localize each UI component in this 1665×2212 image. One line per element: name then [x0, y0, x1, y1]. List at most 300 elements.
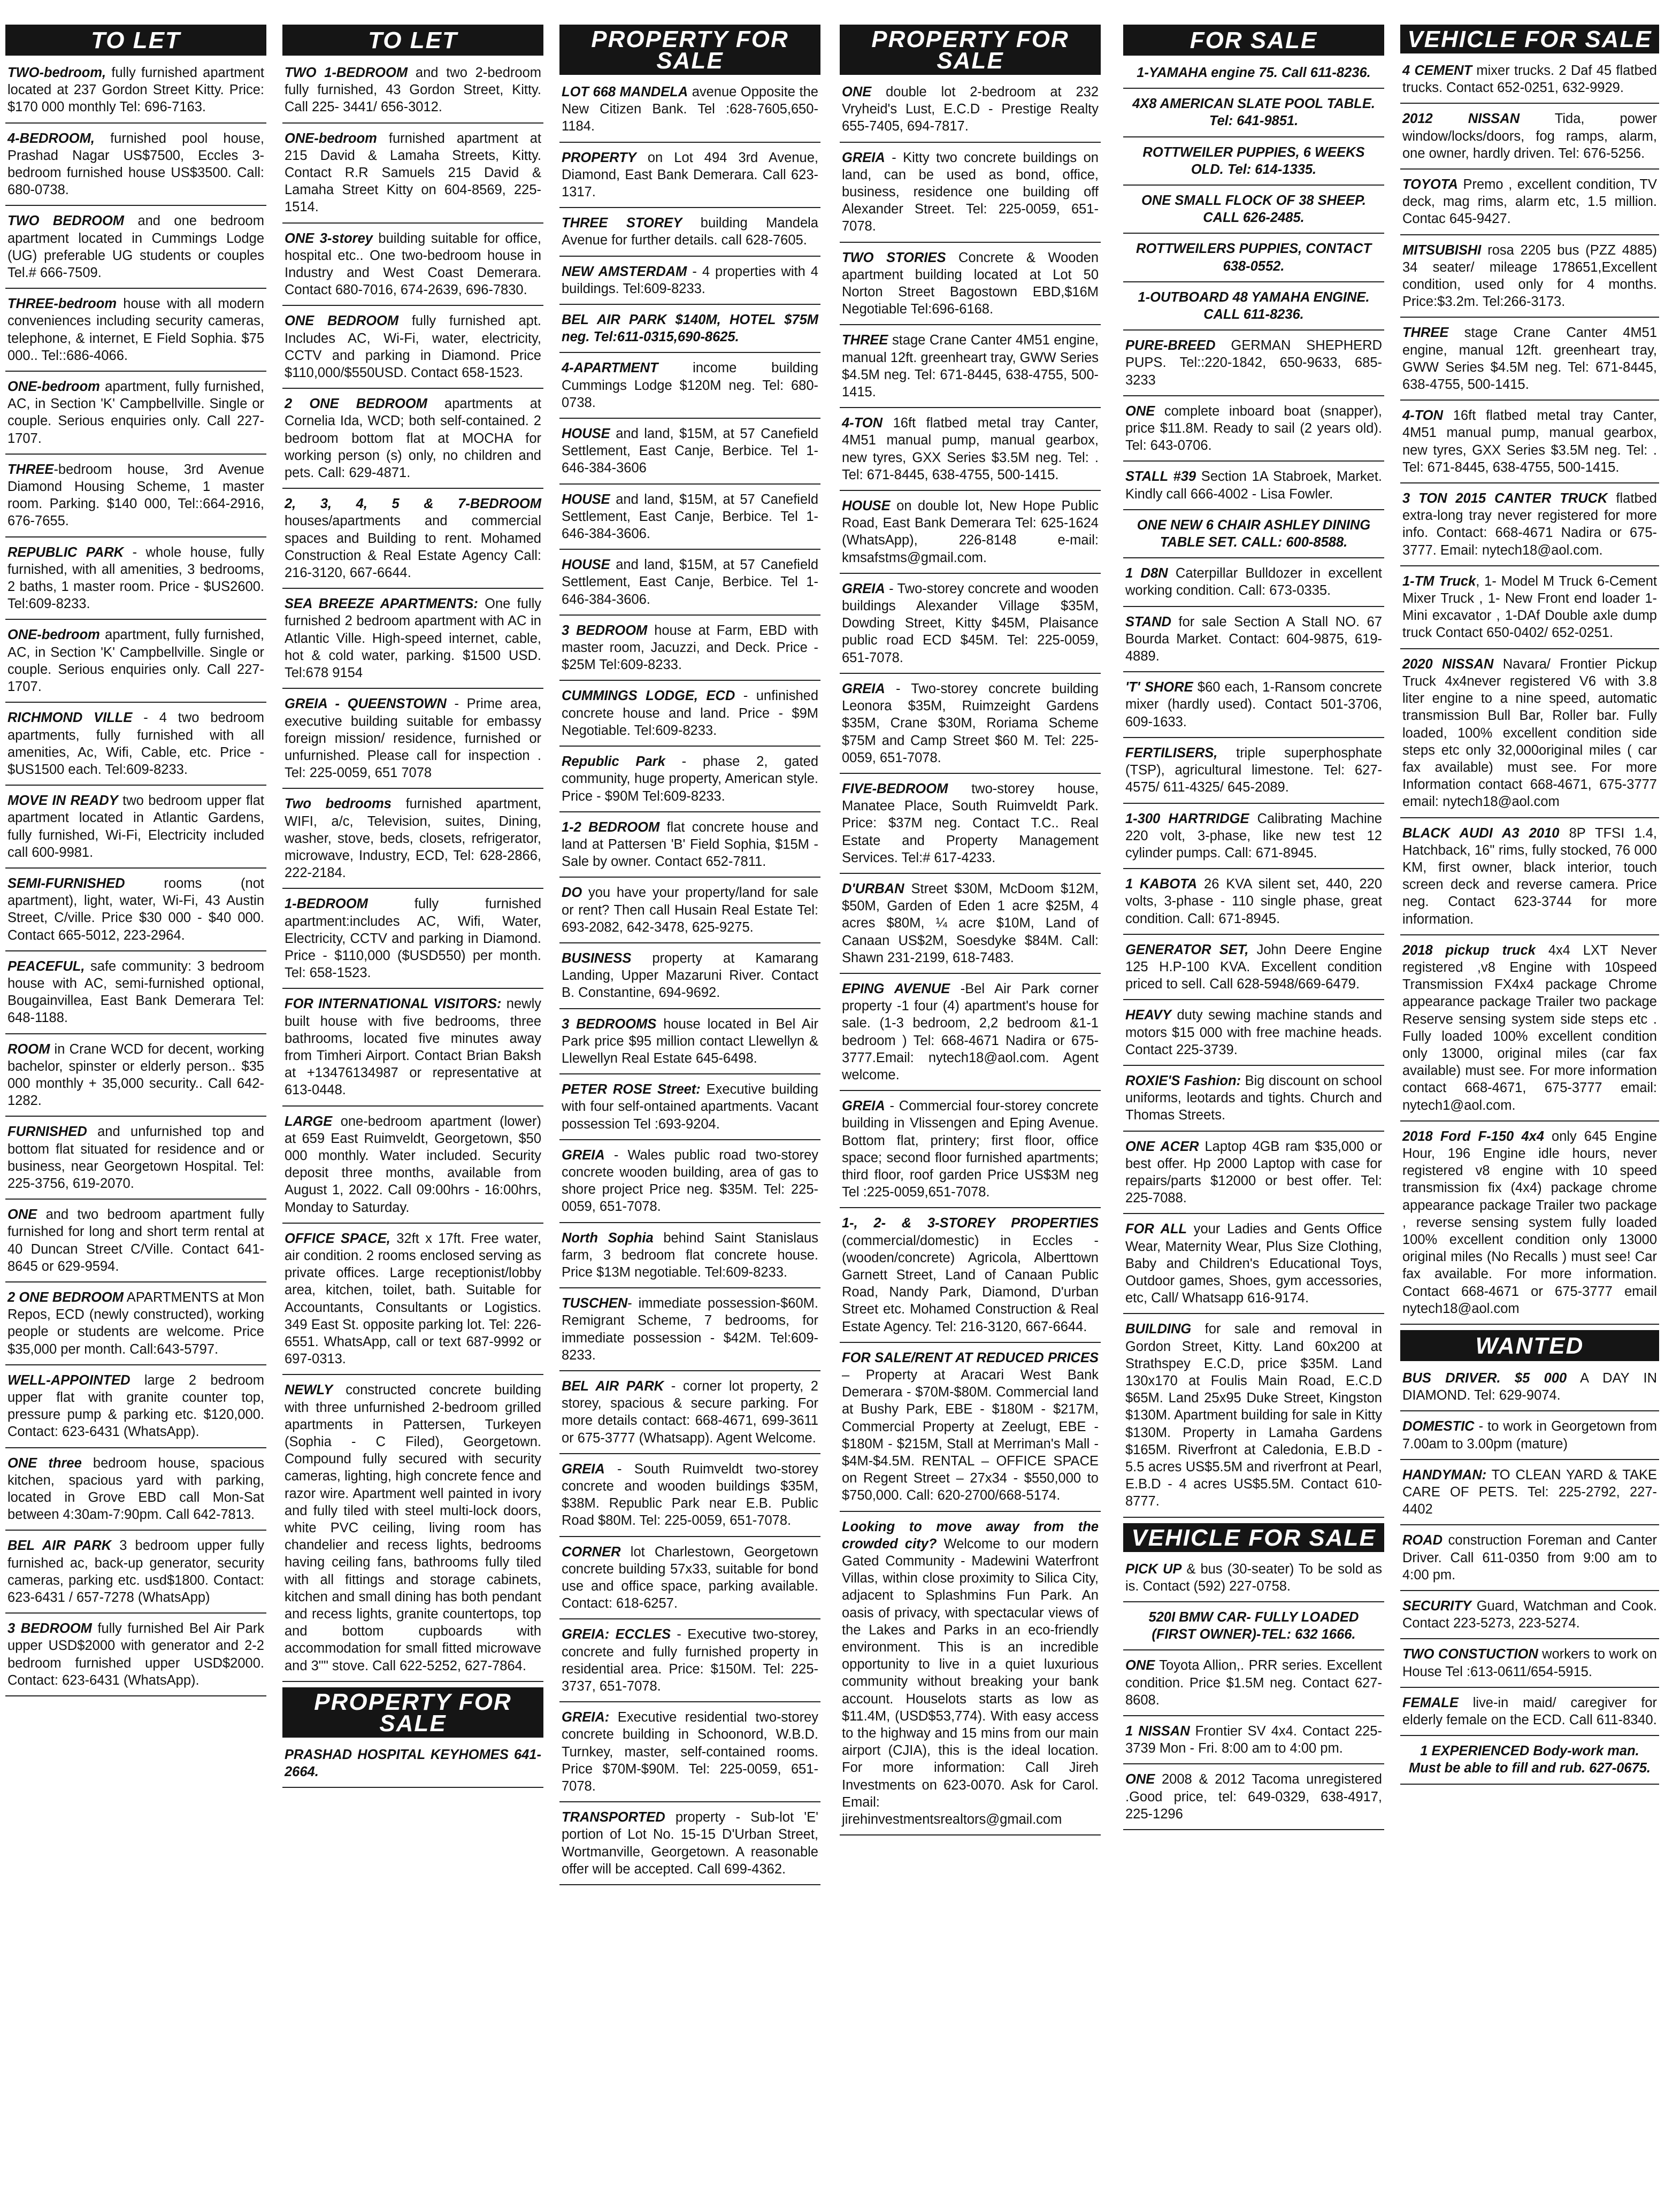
ad-lead: 2018 pickup truck [1402, 942, 1536, 958]
classified-ad [1400, 1417, 1659, 1460]
ad-lead: LARGE [285, 1113, 333, 1129]
classified-ad [1123, 1319, 1384, 1517]
classified-ad [1400, 489, 1659, 566]
ad-lead: MITSUBISHI [1402, 242, 1482, 258]
ad-body: newly built house with five bedrooms, three bathrooms, located five minutes away from Timheri Airport. Contact Brian Baksh at +13476134987 or representative at 613-0448. [285, 996, 541, 1098]
ad-list [1400, 61, 1659, 1325]
classified-ad [840, 496, 1101, 574]
ad-lead: 520I BMW CAR- FULLY LOADED (FIRST OWNER)-TEL: 632 1666. [1148, 1610, 1359, 1642]
ad-body: mixer trucks. 2 Daf 45 flatbed trucks. Contact 652-0251, 632-9929. [1402, 63, 1657, 96]
ad-lead: 1-TM Truck [1402, 573, 1476, 589]
classified-ad [559, 818, 820, 878]
classified-ad [5, 1040, 266, 1117]
classified-ad [559, 262, 820, 305]
ad-list [5, 63, 266, 1696]
ad-lead: GREIA [562, 1147, 605, 1163]
ad-lead: 1-300 HARTRIDGE [1125, 811, 1249, 826]
column-to-let-1 [5, 25, 266, 2199]
classified-ad [1123, 402, 1384, 462]
classified-ad [559, 1708, 820, 1802]
column-for-sale [1123, 25, 1384, 2199]
ad-lead: FEMALE [1402, 1695, 1459, 1710]
ad-body: live-in maid/ caregiver for elderly female on the ECD. Call 611-8340. [1402, 1695, 1657, 1728]
classified-ad [1400, 1645, 1659, 1687]
ad-body: complete inboard boat (snapper), price $11.8M. Ready to sail (2 years old). Tel: 643-0706. [1125, 403, 1382, 454]
ad-body: 16ft flatbed metal tray Canter, 4M51 manual pump, manual gearbox, new tyres, GXX Series $3.5M neg. Tel: . Tel: 671-8445, 638-4755, 500-1415. [1402, 408, 1657, 475]
classified-ad [559, 148, 820, 209]
ad-lead: Republic Park [562, 754, 665, 770]
classified-ad [559, 1542, 820, 1620]
ad-lead: THREE STOREY [562, 216, 682, 231]
ad-body: property - Sub-lot 'E' portion of Lot No. 15-15 D'Urban Street, Wortmanville, Georgetown. A reasonable offer will be accepted. Call 699-4362. [562, 1810, 818, 1877]
ad-lead: HOUSE [562, 426, 610, 442]
ad-body: large 2 bedroom upper flat with granite counter top, pressure pump & parking etc. $120,000. Contact: 623-6431 (WhatsApp). [7, 1372, 264, 1440]
ad-body: Tida, power window/locks/doors, fog ramps, alarm, one owner, hardly driven. Tel: 676-5256. [1402, 111, 1657, 161]
ad-lead: PETER ROSE Street: [562, 1082, 701, 1097]
classified-ad [282, 311, 543, 389]
ad-body: - Wales public road two-storey concrete wooden building, area of gas to shore project Price neg. $35M. Tel: 225-0059, 651-7078. [562, 1147, 818, 1215]
classified-ad [1123, 1608, 1384, 1650]
classified-ad [559, 1146, 820, 1223]
ad-lead: GREIA [842, 581, 885, 596]
classified-ad [1123, 336, 1384, 396]
ad-lead: GREIA [562, 1461, 605, 1477]
ad-lead: 2012 NISSAN [1402, 111, 1520, 127]
classified-ad [559, 686, 820, 747]
ad-body: Guard, Watchman and Cook. Contact 223-5273, 223-5274. [1402, 1599, 1657, 1631]
classified-ad [840, 331, 1101, 408]
ad-lead: 1-, 2- & 3-STOREY PROPERTIES [842, 1216, 1099, 1231]
ad-body: furnished apartment, WIFI, a/c, Television, suites, Dining, washer, stove, beds, closets, refrigerator, microwave, Industry, ECD, Tel: 628-2866, 222-2184. [285, 796, 541, 881]
ad-lead: HEAVY [1125, 1008, 1171, 1023]
ad-lead: 4-TON [1402, 408, 1444, 424]
classified-ad [5, 957, 266, 1034]
classified-ad [5, 543, 266, 620]
ad-lead: PICK UP [1125, 1561, 1182, 1577]
classified-ad [5, 1454, 266, 1531]
classified-ad [1400, 1741, 1659, 1784]
classified-ad [840, 1213, 1101, 1342]
classified-ad [1123, 1071, 1384, 1132]
ad-body: one-bedroom apartment (lower) at 659 East Ruimveldt, Georgetown, $50 000 monthly. Water included. Security deposit three months, available from August 1, 2022. Call 09:00hrs - 16:00hrs, Monday to Saturday. [285, 1113, 541, 1215]
ad-lead: 2 ONE BEDROOM [7, 1289, 124, 1305]
classified-ad [1123, 63, 1384, 89]
ad-lead: 1-BEDROOM [285, 896, 368, 912]
classified-ad [1400, 1596, 1659, 1639]
ad-lead: 4X8 AMERICAN SLATE POOL TABLE. Tel: 641-9851. [1132, 96, 1375, 129]
classified-ad [282, 594, 543, 689]
ad-lead: TWO 1-BEDROOM [285, 65, 408, 80]
classified-ad [5, 1288, 266, 1365]
ad-lead: SEMI-FURNISHED [7, 875, 125, 891]
ad-lead: 1-OUTBOARD 48 YAMAHA ENGINE. CALL 611-8236. [1138, 289, 1370, 322]
ad-lead: PROPERTY [562, 150, 636, 165]
classified-ad [559, 310, 820, 353]
classified-ad [282, 229, 543, 306]
ad-body: bedroom house, spacious kitchen, spacious yard with parking, located in Grove EBD call Mon-Sat between 4:30am-7:90pm. Call 642-7813. [7, 1455, 264, 1523]
ad-list [559, 82, 820, 1885]
ad-body: Executive residential two-storey concrete building in Schoonord, W.B.D. Turnkey, master, self-contained rooms. Price $70M-$90M. Tel: 225-0059, 651-7078. [562, 1710, 818, 1794]
ad-body: TO CLEAN YARD & TAKE CARE OF PETS. Tel: 225-2792, 227-4402 [1402, 1467, 1657, 1517]
ad-lead: 3 BEDROOM [562, 623, 648, 638]
ad-lead: BEL AIR PARK [562, 1378, 664, 1394]
classified-ad [1123, 678, 1384, 738]
classified-ad [840, 148, 1101, 243]
section-header-vehicle-for-sale: VEHICLE FOR SALE [1123, 1523, 1384, 1552]
classified-ad [5, 1205, 266, 1282]
ad-body: safe community: 3 bedroom house with AC, semi-furnished optional, Bougainvillea, East Bank Demerara Tel: 648-1188. [7, 958, 264, 1026]
ad-body: fully furnished Bel Air Park upper USD$2000 with generator and 2-2 bedroom furnished upper USD$2000. Contact: 623-6431 (WhatsApp). [7, 1621, 264, 1688]
classified-ad [840, 779, 1101, 874]
ad-lead: ONE [1125, 403, 1155, 419]
classified-ad [5, 294, 266, 372]
ad-body: furnished pool house, Prashad Nagar US$7500, Eccles 3-bedroom furnished house US$3500. Call: 680-0738. [7, 130, 264, 198]
ad-body: - 4 properties with 4 buildings. Tel:609-8233. [562, 264, 818, 296]
ad-body: apartments at Cornelia Ida, WCD; both self-contained. 2 bedroom bottom flat at MOCHA for working person (s) only, no children and pets. Call: 629-4871. [285, 396, 541, 481]
classified-ad [1400, 406, 1659, 483]
classified-ad [559, 82, 820, 143]
column-vehicle-for-sale [1400, 25, 1659, 2199]
classified-ad [559, 490, 820, 550]
ad-body: stage Crane Canter 4M51 engine, manual 12ft. greenheart tray, GWW Series $4.5M neg. Tel: 671-8445, 638-4755, 500-1415. [1402, 325, 1657, 393]
classified-ad [1123, 1137, 1384, 1215]
ad-lead: ONE BEDROOM [285, 313, 399, 329]
ad-lead: 2018 Ford F-150 4x4 [1402, 1128, 1544, 1144]
ad-body: building Mandela Avenue for further details. call 628-7605. [562, 216, 818, 248]
classified-ad [282, 129, 543, 224]
ad-body: Navara/ Frontier Pickup Truck 4x4never registered V6 with 3.8 liter engine to a nine speed, automatic transmission Bull Bar, Roller bar. Fully loaded, 100% excellent condition side steps etc only 32,000original miles ( car fax available) must see. For more Information contact 668-4671, 675-3777 email: nytech18@aol.com [1402, 656, 1657, 810]
ad-lead: MOVE IN READY [7, 793, 118, 809]
classified-ad [5, 1371, 266, 1448]
ad-body: , 1- Model M Truck 6-Cement Mixer Truck , 1- New Front end loader 1-Mini excavator , 1-DAf Double axle dump truck Contact 650-0402/ 652-0251. [1402, 573, 1657, 641]
ad-lead: BEL AIR PARK $140M, HOTEL $75M neg. Tel:611-0315,690-8625. [562, 312, 818, 345]
ad-lead: SEA BREEZE APARTMENTS: [285, 596, 478, 612]
ad-lead: 4-APARTMENT [562, 360, 658, 376]
ad-list [282, 63, 543, 1682]
classified-ad [559, 1228, 820, 1289]
ad-lead: HOUSE [562, 557, 610, 573]
ad-lead: ROTTWEILER PUPPIES, 6 WEEKS OLD. Tel: 614-1335. [1142, 144, 1365, 177]
classified-ad [282, 63, 543, 124]
classified-ad [1123, 1219, 1384, 1314]
ad-lead: FOR ALL [1125, 1222, 1187, 1237]
classified-ad [1123, 940, 1384, 1001]
ad-lead: GREIA [842, 681, 885, 696]
classified-ad [1400, 941, 1659, 1122]
ad-lead: ROAD [1402, 1533, 1443, 1548]
classified-ad [840, 1348, 1101, 1512]
ad-lead: THREE [842, 333, 888, 348]
classified-ad [282, 994, 543, 1106]
ad-body: Laptop 4GB ram $35,000 or best offer. Hp 2000 Laptop with case for repairs/parts $12000 or best offer. Tel: 225-7088. [1125, 1139, 1382, 1206]
ad-lead: BUSINESS [562, 950, 632, 966]
section-header: PROPERTY FOR SALE [840, 25, 1101, 75]
classified-ad [282, 894, 543, 989]
ad-body: rooms (not apartment), light, water, Wi-Fi, 43 Austin Street, C/ville. Price $30 000 - $40 000. Contact 665-5012, 223-2964. [7, 875, 264, 943]
ad-lead: TWO BEDROOM [7, 213, 125, 229]
ad-body: and one bedroom apartment located in Cummings Lodge (UG) preferable UG students or couples Tel.# 666-7509. [7, 213, 264, 281]
ad-lead: D'URBAN [842, 881, 904, 896]
ad-lead: 2 ONE BEDROOM [285, 396, 427, 412]
ad-lead: ONE [1125, 1772, 1155, 1787]
ad-body: in Crane WCD for decent, working bachelor, spinster or elderly person.. $35 000 monthly + 35,000 security.. Call 642-1282. [7, 1041, 264, 1109]
ad-list [1123, 1560, 1384, 1830]
ad-lead: ONE NEW 6 CHAIR ASHLEY DINING TABLE SET. CALL: 600-8588. [1137, 517, 1371, 550]
ad-lead: ONE SMALL FLOCK OF 38 SHEEP. CALL 626-2485. [1141, 193, 1366, 226]
ad-body: - corner lot property, 2 storey, spacious & secure parking. For more details contact: 668-4671, 699-3611 or 675-3777 (Whatsapp). Agent Welcome. [562, 1378, 818, 1446]
ad-lead: HOUSE [562, 491, 610, 507]
ad-body: you have your property/land for sale or rent? Then call Husain Real Estate Tel: 693-2082, 642-3478, 625-9275. [562, 885, 818, 935]
classified-ad [1123, 191, 1384, 234]
classified-ad [282, 494, 543, 589]
ad-lead: THREE [1402, 325, 1449, 341]
ad-lead: 2020 NISSAN [1402, 656, 1494, 672]
ad-body: construction Foreman and Canter Driver. Call 611-0350 from 9:00 am to 4:00 pm. [1402, 1533, 1657, 1583]
ad-lead: ONE ACER [1125, 1139, 1199, 1154]
ad-lead: ONE [1125, 1658, 1155, 1673]
ad-lead: DOMESTIC [1402, 1419, 1475, 1434]
ad-lead: TWO STORIES [842, 250, 946, 265]
ad-body: -Bel Air Park corner property -1 four (4) apartment's house for sale. (1-3 bedroom, 2,2 bedroom &1-1 bedroom ) Tel: 668-4671 Nadira or 675-3777.Email: nytech18@aol.com. Agent welcome. [842, 981, 1099, 1082]
ad-lead: LOT 668 MANDELA [562, 85, 688, 99]
classified-ad [5, 708, 266, 786]
ad-lead: North Sophia [562, 1230, 654, 1246]
ad-lead: 1-YAMAHA engine 75. Call 611-8236. [1137, 65, 1371, 80]
ad-body: - 4 two bedroom apartments, fully furnished with all amenities, Ac, Wifi, Cable, etc. Price - $US1500 each. Tel:609-8233. [7, 710, 265, 777]
column-property-for-sale-1 [559, 25, 820, 2199]
classified-ad [1400, 175, 1659, 235]
section-header: FOR SALE [1123, 25, 1384, 56]
ad-list [1400, 1369, 1659, 1785]
ad-lead: TWO CONSTUCTION [1402, 1647, 1538, 1662]
ad-body: John Deere Engine 125 H.P-100 KVA. Excellent condition priced to sell. Call 628-5948/669-6479. [1125, 942, 1382, 992]
ad-body: and land, $15M, at 57 Canefield Settlement, East Canje, Berbice. Tel 1-646-384-3606 [562, 426, 818, 476]
ad-body: property at Kamarang Landing, Upper Mazaruni River. Contact B. Constantine, 694-9692. [562, 950, 818, 1001]
classified-ad [5, 129, 266, 206]
classified-ad [559, 555, 820, 616]
ad-body: and land, $15M, at 57 Canefield Settlement, East Canje, Berbice. Tel 1-646-384-3606. [562, 557, 818, 607]
ad-lead: CORNER [562, 1544, 621, 1560]
ad-body: - South Ruimveldt two-storey concrete and wooden buildings $35M, $38M. Republic Park near E.B. Public Road $80M. Tel: 225-0059, 651-7078. [562, 1461, 818, 1529]
section-header-wanted: WANTED [1400, 1330, 1659, 1361]
ad-body: A DAY IN DIAMOND. Tel: 629-9074. [1402, 1371, 1657, 1403]
ad-lead: SECURITY [1402, 1599, 1471, 1614]
classified-ad [1123, 288, 1384, 331]
classified-ad [5, 377, 266, 455]
classified-ad [282, 394, 543, 489]
ad-body: and unfurnished top and bottom flat situated for residence and or business, near Georgetown Hospital. Tel: 225-3756, 619-2070. [7, 1124, 264, 1191]
ad-body: house located in Bel Air Park price $95 million contact Llewellyn & Llewellyn Real Estate 645-6498. [562, 1016, 818, 1066]
ad-lead: 1-2 BEDROOM [562, 819, 660, 835]
classified-ad [282, 794, 543, 889]
classified-ad [1400, 655, 1659, 818]
ad-body: - to work in Georgetown from 7.00am to 3.00pm (mature) [1402, 1419, 1657, 1451]
classified-ad [559, 1015, 820, 1075]
classified-ad [5, 460, 266, 537]
ad-lead: ONE-bedroom [285, 130, 377, 146]
ad-lead: BUS DRIVER. $5 000 [1402, 1371, 1567, 1386]
classified-ad [1400, 241, 1659, 318]
ad-body: and two bedroom apartment fully furnished for long and short term rental at 40 Duncan Street C/Ville. Contact 641-8645 or 629-9594. [7, 1207, 264, 1274]
classified-ad [559, 424, 820, 485]
ad-lead: ONE-bedroom [7, 627, 100, 643]
section-header: VEHICLE FOR SALE [1400, 25, 1659, 53]
classified-ad [1123, 1656, 1384, 1716]
ad-body: $60 each, 1-Ransom concrete mixer (hardly used). Contact 501-3706, 609-1633. [1125, 680, 1382, 729]
ad-body: Welcome to our modern Gated Community - Madewini Waterfront Villas, within close proximity to Silica City, adjacent to Splashmins Fun Park. An oasis of privacy, with spectacular views of the Lakes and Parks in an eco-friendly environment. This is an incredible opportunity to live in a quiet luxurious community without breaking your bank account. Houselots starts as low as $11.4M, (USD$53,774). With easy access to the highway and 15 mins from our main airport (CJIA), this is the ideal location. For more information: Call Jireh Investments on 623-0070. Ask for Carol. Email: jirehinvestmentsrealtors@gmail.com [842, 1536, 1099, 1827]
ad-lead: 'T' SHORE [1125, 680, 1193, 695]
ad-lead: ONE three [7, 1455, 82, 1471]
ad-list [840, 82, 1101, 1835]
ad-lead: EPING AVENUE [842, 981, 950, 996]
ad-body: Section 1A Stabroek, Market. Kindly call 666-4002 - Lisa Fowler. [1125, 469, 1382, 502]
classified-ad [282, 1229, 543, 1376]
ad-body: Concrete & Wooden apartment building located at Lot 50 Norton Street Bagostown EBD,$16M Negotiable Tel:696-6168. [842, 250, 1099, 317]
ad-body: & bus (30-seater) To be sold as is. Contact (592) 227-0758. [1125, 1561, 1382, 1594]
ad-lead: PEACEFUL, [7, 958, 85, 974]
ad-body: 4x4 LXT Never registered ,v8 Engine with 10speed Transmission FX4x4 package Chrome appearance package Trailer two package Reserve sensing system side steps etc . Fully loaded 100% excellent condition only 13000, original miles (car fax available) must see. For more information contact 668-4671, 675-3777 email: nytech1@aol.com. [1402, 942, 1657, 1113]
ad-body: and land, $15M, at 57 Canefield Settlement, East Canje, Berbice. Tel 1-646-384-3606. [562, 491, 818, 542]
ad-lead: FOR INTERNATIONAL VISITORS: [285, 996, 502, 1012]
ad-body: furnished apartment at 215 David & Lamaha Streets, Kitty. Contact R.R Samuels 215 David & Lamaha Street Kitty on 604-8569, 225-1514. [285, 130, 541, 215]
classified-ad [840, 1096, 1101, 1208]
ad-body: on double lot, New Hope Public Road, East Bank Demerara Tel: 625-1624 (WhatsApp), 226-8148 e-mail: kmsafstms@gmail.com. [842, 498, 1099, 565]
section-header-property-for-sale: PROPERTY FOR SALE [282, 1687, 543, 1738]
ad-lead: GREIA: ECCLES [562, 1627, 671, 1642]
ad-lead: 1 EXPERIENCED Body-work man. Must be able to fill and rub. 627-0675. [1408, 1744, 1651, 1776]
ad-lead: FERTILISERS, [1125, 745, 1218, 761]
ad-body: 8P TFSI 1.4, Hatchback, 16" rims, fully stocked, 76 000 KM, first owner, black interior, touch screen deck and reverse camera. Price neg. Contact 623-3744 for more information. [1402, 825, 1657, 927]
classified-ad [1400, 61, 1659, 104]
ad-body: apartment, fully furnished, AC, in Section 'K' Campbellville. Single or couple. Serious enquiries only. Call 227-1707. [7, 379, 264, 446]
ad-body: 2008 & 2012 Tacoma unregistered .Good price, tel: 649-0329, 638-4917, 225-1296 [1125, 1772, 1382, 1822]
ad-lead: THREE [7, 462, 54, 477]
classified-ad [1123, 743, 1384, 804]
classified-ad [1123, 1770, 1384, 1830]
classified-ad [840, 413, 1101, 491]
classified-ad [5, 791, 266, 869]
classified-ad [5, 63, 266, 124]
ad-body: 32ft x 17ft. Free water, air condition. 2 rooms enclosed serving as private offices. Large receptionist/lobby area, kitchen, toilet, bath. Suitable for Accountants, Consultants or Logistics. 349 East St. opposite parking lot. Tel: 226-6551. WhatsApp, call or text 687-9992 or 697-0313. [285, 1231, 541, 1367]
ad-body: Premo , excellent condition, TV deck, mag rims, alarm etc, 1.5 million. Contac 645-9427. [1402, 177, 1657, 227]
ad-body: flat concrete house and land at Pattersen 'B' Field Sophia, $15M - Sale by owner. Contact 652-7811. [562, 819, 818, 870]
ad-body: APARTMENTS at Mon Repos, ECD (newly constructed), working people or students are welcome. Price $35,000 per month. Call:643-5797. [7, 1289, 264, 1357]
ad-lead: WELL-APPOINTED [7, 1372, 131, 1388]
ad-body: - Executive two-storey, concrete and fully furnished property in residential area. Price: $150M. Tel: 225-3737, 651-7078. [562, 1627, 818, 1694]
ad-lead: GREIA [842, 1099, 885, 1114]
ad-lead: TWO-bedroom, [7, 65, 106, 80]
classified-ad [559, 883, 820, 943]
ad-lead: THREE-bedroom [7, 296, 117, 312]
ad-lead: STAND [1125, 614, 1171, 629]
classified-ad [1123, 143, 1384, 186]
ad-body: - immediate possession-$60M. Remigrant Scheme, 7 bedrooms, for immediate possession - $42M. Tel:609-8233. [562, 1296, 818, 1363]
ad-body: Street $30M, McDoom $12M, $50M, Garden of Eden 1 acre $25M, 4 acres $80M, ¼ acre $10M, Land of Canaan US$2M, Soesdyke $84M. Call: Shawn 231-2199, 618-7483. [842, 881, 1099, 965]
ad-body: for sale and removal in Gordon Street, Kitty. Land 60x200 at Strathspey E.C.D, price $35M. Land 130x170 at Foulis Main Road, E.C.D $65M. Land 25x95 Duke Street, Kingston $130M. Apartment building for sale in Kitty $130M. Property in Lamaha Gardens $165M. Riverfront at Caledonia, E.B.D - 5.5 acres US$5.5M and riverfront at Pearl, E.B.D - 4 acres US$5.5M. Contact 610-8777. [1125, 1322, 1382, 1509]
classified-ad [1123, 564, 1384, 606]
ad-lead: ROTTWEILERS PUPPIES, CONTACT 638-0552. [1135, 241, 1372, 274]
ad-body: constructed concrete building with three unfurnished 2-bedroom grilled apartments in Pattersen, Turkeyen (Sophia - C Filed), Georgetown. Compound fully secured with security cameras, lighting, high concrete fence and razor wire. Apartment well painted in ivory and fully tiled with steel multi-lock doors, white PVC ceiling, living room has chandelier and recess lights, bedrooms having ceiling fans, bathrooms fully tiled with all fittings and storage cabinets, kitchen and small dining has both pendant and recess lights, granite countertops, top and bottom cupboards with accommodation for small fitted microwave and 3"" stove. Call 622-5252, 627-7864. [285, 1382, 541, 1673]
ad-lead: 1 D8N [1125, 566, 1168, 581]
ad-body: - unfinished concrete house and land. Price - $9M Negotiable. Tel:609-8233. [562, 688, 818, 738]
ad-lead: Looking to move away from the crowded city? [842, 1519, 1099, 1552]
ad-body: - Two-storey concrete building Leonora $35M, Ruimzeight Gardens $35M, Crane $30M, Roriama Scheme $75M and Camp Street $60 M. Tel: 225-0059, 651-7078. [842, 681, 1099, 765]
ad-lead: 2, 3, 4, 5 & 7-BEDROOM [285, 496, 541, 512]
ad-body: (commercial/domestic) in Eccles - (wooden/concrete) Agricola, Alberttown Garnett Street, Land of Canaan Public Road, Nandy Park, Diamond, D'urban Street etc. Mohamed Construction & Real Estate Agency. Tel: 216-3120, 667-6644. [842, 1233, 1099, 1334]
ad-lead: RICHMOND VILLE [7, 710, 133, 726]
ad-body: 3 bedroom upper fully furnished ac, back-up generator, security cameras, parking etc. usd$1800. Contact: 623-6431 / 657-7278 (WhatsApp) [7, 1538, 265, 1606]
ad-body: two-storey house, Manatee Place, South Ruimveldt Park. Price: $37M neg. Contact T.C.. Real Estate and Property Management Services. Tel:# 617-4233. [842, 781, 1099, 865]
ad-lead: 1 KABOTA [1125, 877, 1198, 892]
ad-body: apartment, fully furnished, AC, in Section 'K' Campbellville. Single or couple. Serious enquiries only. Call 227-1707. [7, 627, 264, 695]
ad-body: flatbed extra-long tray never registered for more info. Contact: 668-4671 Nadira or 675-3777. Email: nytech18@aol.com. [1402, 491, 1657, 558]
ad-body: Calibrating Machine 220 volt, 3-phase, like new test 12 cylinder pumps. Call: 671-8945. [1125, 811, 1382, 861]
classified-ad [1123, 1722, 1384, 1764]
ad-lead: 4 CEMENT [1402, 63, 1472, 78]
ad-body: Frontier SV 4x4. Contact 225-3739 Mon - Fri. 8:00 am to 4:00 pm. [1125, 1724, 1382, 1756]
ad-lead: ONE [842, 85, 872, 99]
ad-lead: OFFICE SPACE, [285, 1231, 390, 1246]
ad-lead: BEL AIR PARK [7, 1538, 112, 1554]
ad-lead: GREIA [842, 150, 885, 165]
classified-ad [840, 579, 1101, 674]
ad-body: Executive building with four self-ontained apartments. Vacant possession Tel :693-9204. [562, 1082, 818, 1132]
ad-lead: 1 NISSAN [1125, 1724, 1190, 1739]
classified-ad [840, 979, 1101, 1091]
classified-ad [1400, 1693, 1659, 1736]
ad-body: rosa 2205 bus (PZZ 4885) 34 seater/ mileage 178651,Excellent condition, used only for 4 months. Price:$3.2m. Tel:266-3173. [1402, 242, 1657, 310]
ad-lead: FURNISHED [7, 1124, 87, 1140]
classified-ad [5, 1536, 266, 1614]
classified-ad [1123, 467, 1384, 510]
ad-body: - Commercial four-storey concrete building in Vlissengen and Eping Avenue. Bottom flat, printery; first floor, office space; second floor furnished apartments; third floor, roof garden Price US$3M neg Tel :225-0059,651-7078. [842, 1099, 1099, 1200]
ad-list [1123, 63, 1384, 1518]
classified-ad [1400, 1531, 1659, 1591]
classified-ad [1123, 612, 1384, 673]
ad-lead: 4-TON [842, 416, 883, 431]
ad-body: stage Crane Canter 4M51 engine, manual 12ft. greenheart tray, GWW Series $4.5M neg. Tel: 671-8445, 638-4755, 500-1415. [842, 333, 1099, 400]
classified-ad [5, 874, 266, 951]
classified-ad [5, 625, 266, 703]
classified-ad [559, 621, 820, 681]
classified-ad [1123, 516, 1384, 558]
ad-body: fully furnished apt. Includes AC, Wi-Fi, water, electricity, CCTV and parking in Diamond. Price $110,000/$550USD. Contact 658-1523. [285, 313, 541, 381]
classified-ad [559, 949, 820, 1009]
ad-lead: TRANSPORTED [562, 1810, 665, 1825]
classified-ad [1400, 1127, 1659, 1325]
ad-body: two bedroom upper flat apartment located in Atlantic Gardens, fully furnished, Wi-Fi, Electricity included call 600-9981. [7, 793, 264, 860]
ad-body: Big discount on school uniforms, leotards and tights. Church and Thomas Streets. [1125, 1073, 1382, 1123]
ad-lead: 3 BEDROOMS [562, 1016, 657, 1032]
classified-ad [282, 1112, 543, 1224]
ad-lead: BUILDING [1125, 1322, 1192, 1337]
ad-lead: GENERATOR SET, [1125, 942, 1249, 957]
ad-lead: GREIA - QUEENSTOWN [285, 696, 447, 712]
classified-ad [1400, 572, 1659, 649]
classified-ad [1123, 1005, 1384, 1066]
ad-body: - Prime area, executive building suitable for embassy foreign mission/ residence, furnished or unfurnished. Please call for inspection . Tel: 225-0059, 651 7078 [285, 696, 541, 781]
ad-body: Toyota Allion,. PRR series. Excellent condition. Price $1.5M neg. Contact 627-8608. [1125, 1658, 1382, 1708]
ad-lead: Two bedrooms [285, 796, 392, 812]
ad-lead: HOUSE [842, 498, 891, 514]
classified-ad [559, 1080, 820, 1140]
ad-lead: GREIA: [562, 1710, 610, 1725]
ad-body: avenue Opposite the New Citizen Bank. Tel :628-7605,650-1184. [562, 85, 818, 134]
ad-lead: STALL #39 [1125, 469, 1196, 485]
ad-lead: DO [562, 885, 582, 901]
ad-lead: 3 BEDROOM [7, 1621, 92, 1637]
classified-ad [1123, 874, 1384, 935]
